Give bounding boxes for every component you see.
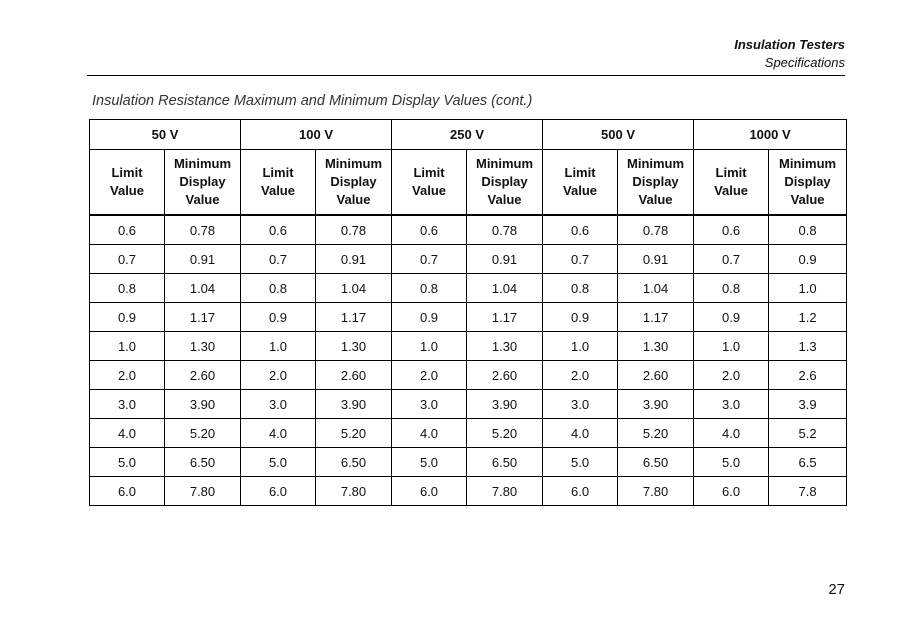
limit-value-cell: 1.0 — [392, 332, 467, 361]
limit-value-cell: 0.9 — [543, 303, 618, 332]
header-line: Value — [185, 192, 220, 207]
minimum-display-value-cell: 0.78 — [165, 215, 241, 245]
limit-value-cell: 2.0 — [90, 361, 165, 390]
limit-value-header — [543, 150, 618, 216]
minimum-display-value-cell: 1.2 — [769, 303, 847, 332]
minimum-display-value-cell: 0.91 — [165, 245, 241, 274]
minimum-display-value-cell: 6.5 — [769, 448, 847, 477]
minimum-display-value-cell: 1.0 — [769, 274, 847, 303]
minimum-display-value-header — [165, 150, 241, 216]
header-subtitle: Specifications — [764, 55, 845, 70]
minimum-display-value-cell: 1.17 — [316, 303, 392, 332]
table-row — [90, 361, 847, 390]
header-line: Value — [110, 183, 144, 198]
header-line: Display — [784, 174, 831, 189]
header-line: Limit — [262, 165, 294, 180]
minimum-display-value-cell: 1.04 — [316, 274, 392, 303]
minimum-display-value-cell: 7.80 — [467, 477, 543, 506]
limit-value-cell: 4.0 — [543, 419, 618, 448]
limit-value-cell: 4.0 — [241, 419, 316, 448]
header-line: Minimum — [324, 156, 383, 171]
display-values-table — [89, 119, 847, 506]
limit-value-cell: 5.0 — [241, 448, 316, 477]
page-number: 27 — [828, 581, 845, 598]
minimum-display-value-cell: 1.17 — [165, 303, 241, 332]
table-row — [90, 274, 847, 303]
minimum-display-value-cell: 3.90 — [467, 390, 543, 419]
minimum-display-value-cell: 3.9 — [769, 390, 847, 419]
limit-value-cell: 4.0 — [90, 419, 165, 448]
limit-value-cell: 6.0 — [90, 477, 165, 506]
limit-value-header — [694, 150, 769, 216]
limit-value-cell: 0.8 — [241, 274, 316, 303]
voltage-header: 50 V — [90, 120, 241, 150]
minimum-display-value-cell: 7.80 — [165, 477, 241, 506]
limit-value-cell: 6.0 — [392, 477, 467, 506]
limit-value-cell: 5.0 — [694, 448, 769, 477]
minimum-display-value-cell: 0.78 — [618, 215, 694, 245]
header-line: Value — [412, 183, 446, 198]
header-title: Insulation Testers — [734, 37, 845, 52]
minimum-display-value-cell: 7.8 — [769, 477, 847, 506]
minimum-display-value-cell: 0.8 — [769, 215, 847, 245]
minimum-display-value-cell: 6.50 — [316, 448, 392, 477]
header-line: Value — [790, 192, 825, 207]
minimum-display-value-cell: 2.60 — [467, 361, 543, 390]
header-line: Display — [330, 174, 377, 189]
limit-value-cell: 0.9 — [90, 303, 165, 332]
table-row — [90, 245, 847, 274]
minimum-display-value-cell: 1.04 — [467, 274, 543, 303]
minimum-display-value-cell: 1.30 — [618, 332, 694, 361]
minimum-display-value-cell: 1.30 — [467, 332, 543, 361]
minimum-display-value-cell: 6.50 — [467, 448, 543, 477]
limit-value-cell: 6.0 — [543, 477, 618, 506]
limit-value-cell: 1.0 — [241, 332, 316, 361]
header-line: Minimum — [173, 156, 232, 171]
column-header-row — [90, 150, 847, 216]
header-line: Display — [632, 174, 679, 189]
limit-value-cell: 0.7 — [543, 245, 618, 274]
voltage-header: 250 V — [392, 120, 543, 150]
limit-value-cell: 6.0 — [694, 477, 769, 506]
running-header — [734, 36, 845, 72]
table-row — [90, 477, 847, 506]
limit-value-cell: 0.7 — [241, 245, 316, 274]
minimum-display-value-cell: 0.78 — [316, 215, 392, 245]
limit-value-cell: 3.0 — [694, 390, 769, 419]
limit-value-cell: 0.9 — [392, 303, 467, 332]
minimum-display-value-cell: 0.9 — [769, 245, 847, 274]
limit-value-cell: 0.9 — [241, 303, 316, 332]
limit-value-cell: 0.8 — [392, 274, 467, 303]
limit-value-cell: 1.0 — [90, 332, 165, 361]
limit-value-cell: 5.0 — [392, 448, 467, 477]
minimum-display-value-cell: 5.20 — [618, 419, 694, 448]
minimum-display-value-cell: 0.78 — [467, 215, 543, 245]
minimum-display-value-cell: 1.04 — [618, 274, 694, 303]
voltage-header: 100 V — [241, 120, 392, 150]
header-line: Value — [714, 183, 749, 198]
header-line: Display — [179, 174, 226, 189]
header-line: Value — [487, 192, 522, 207]
limit-value-header — [392, 150, 467, 216]
minimum-display-value-cell: 3.90 — [165, 390, 241, 419]
header-line: Minimum — [779, 156, 837, 171]
voltage-header: 1000 V — [694, 120, 847, 150]
header-line: Minimum — [627, 156, 685, 171]
header-line: Limit — [111, 165, 143, 180]
header-line: Value — [261, 183, 295, 198]
minimum-display-value-cell: 1.30 — [316, 332, 392, 361]
limit-value-cell: 2.0 — [543, 361, 618, 390]
table-body — [90, 215, 847, 506]
minimum-display-value-cell: 7.80 — [316, 477, 392, 506]
minimum-display-value-header — [467, 150, 543, 216]
limit-value-cell: 0.8 — [543, 274, 618, 303]
minimum-display-value-cell: 5.2 — [769, 419, 847, 448]
header-line: Value — [563, 183, 598, 198]
table-row — [90, 390, 847, 419]
header-line: Limit — [564, 165, 596, 180]
limit-value-cell: 4.0 — [694, 419, 769, 448]
limit-value-cell: 0.7 — [90, 245, 165, 274]
table-row — [90, 419, 847, 448]
minimum-display-value-cell: 2.60 — [618, 361, 694, 390]
header-line: Value — [638, 192, 673, 207]
limit-value-cell: 0.9 — [694, 303, 769, 332]
minimum-display-value-cell: 0.91 — [467, 245, 543, 274]
minimum-display-value-cell: 1.30 — [165, 332, 241, 361]
table-row — [90, 332, 847, 361]
limit-value-cell: 2.0 — [694, 361, 769, 390]
limit-value-cell: 0.6 — [241, 215, 316, 245]
minimum-display-value-cell: 5.20 — [316, 419, 392, 448]
limit-value-cell: 5.0 — [90, 448, 165, 477]
limit-value-cell: 2.0 — [392, 361, 467, 390]
minimum-display-value-cell: 2.60 — [165, 361, 241, 390]
minimum-display-value-cell: 5.20 — [467, 419, 543, 448]
limit-value-cell: 0.7 — [694, 245, 769, 274]
minimum-display-value-cell: 2.60 — [316, 361, 392, 390]
header-line: Limit — [715, 165, 747, 180]
minimum-display-value-cell: 1.17 — [618, 303, 694, 332]
limit-value-cell: 1.0 — [543, 332, 618, 361]
minimum-display-value-cell: 2.6 — [769, 361, 847, 390]
limit-value-cell: 2.0 — [241, 361, 316, 390]
limit-value-cell: 3.0 — [90, 390, 165, 419]
minimum-display-value-cell: 6.50 — [618, 448, 694, 477]
limit-value-cell: 3.0 — [543, 390, 618, 419]
limit-value-cell: 0.6 — [392, 215, 467, 245]
minimum-display-value-cell: 0.91 — [316, 245, 392, 274]
limit-value-cell: 5.0 — [543, 448, 618, 477]
limit-value-cell: 0.8 — [90, 274, 165, 303]
limit-value-cell: 3.0 — [241, 390, 316, 419]
header-line: Display — [481, 174, 528, 189]
voltage-header: 500 V — [543, 120, 694, 150]
limit-value-cell: 0.6 — [543, 215, 618, 245]
table-row — [90, 215, 847, 245]
minimum-display-value-cell: 3.90 — [316, 390, 392, 419]
header-line: Minimum — [475, 156, 534, 171]
minimum-display-value-cell: 3.90 — [618, 390, 694, 419]
table-row — [90, 448, 847, 477]
minimum-display-value-cell: 6.50 — [165, 448, 241, 477]
limit-value-cell: 0.6 — [694, 215, 769, 245]
table-row — [90, 303, 847, 332]
minimum-display-value-cell: 7.80 — [618, 477, 694, 506]
minimum-display-value-cell: 5.20 — [165, 419, 241, 448]
minimum-display-value-header — [618, 150, 694, 216]
limit-value-cell: 1.0 — [694, 332, 769, 361]
limit-value-cell: 0.6 — [90, 215, 165, 245]
header-line: Limit — [413, 165, 445, 180]
minimum-display-value-cell: 1.3 — [769, 332, 847, 361]
limit-value-cell: 0.8 — [694, 274, 769, 303]
limit-value-cell: 4.0 — [392, 419, 467, 448]
limit-value-cell: 6.0 — [241, 477, 316, 506]
limit-value-cell: 0.7 — [392, 245, 467, 274]
minimum-display-value-header — [769, 150, 847, 216]
limit-value-header — [90, 150, 165, 216]
limit-value-header — [241, 150, 316, 216]
minimum-display-value-cell: 0.91 — [618, 245, 694, 274]
voltage-header-row — [90, 120, 847, 150]
minimum-display-value-cell: 1.04 — [165, 274, 241, 303]
header-rule — [87, 75, 845, 76]
minimum-display-value-cell: 1.17 — [467, 303, 543, 332]
table-caption: Insulation Resistance Maximum and Minimum Display Values (cont.) — [92, 93, 533, 109]
minimum-display-value-header — [316, 150, 392, 216]
header-line: Value — [336, 192, 371, 207]
limit-value-cell: 3.0 — [392, 390, 467, 419]
